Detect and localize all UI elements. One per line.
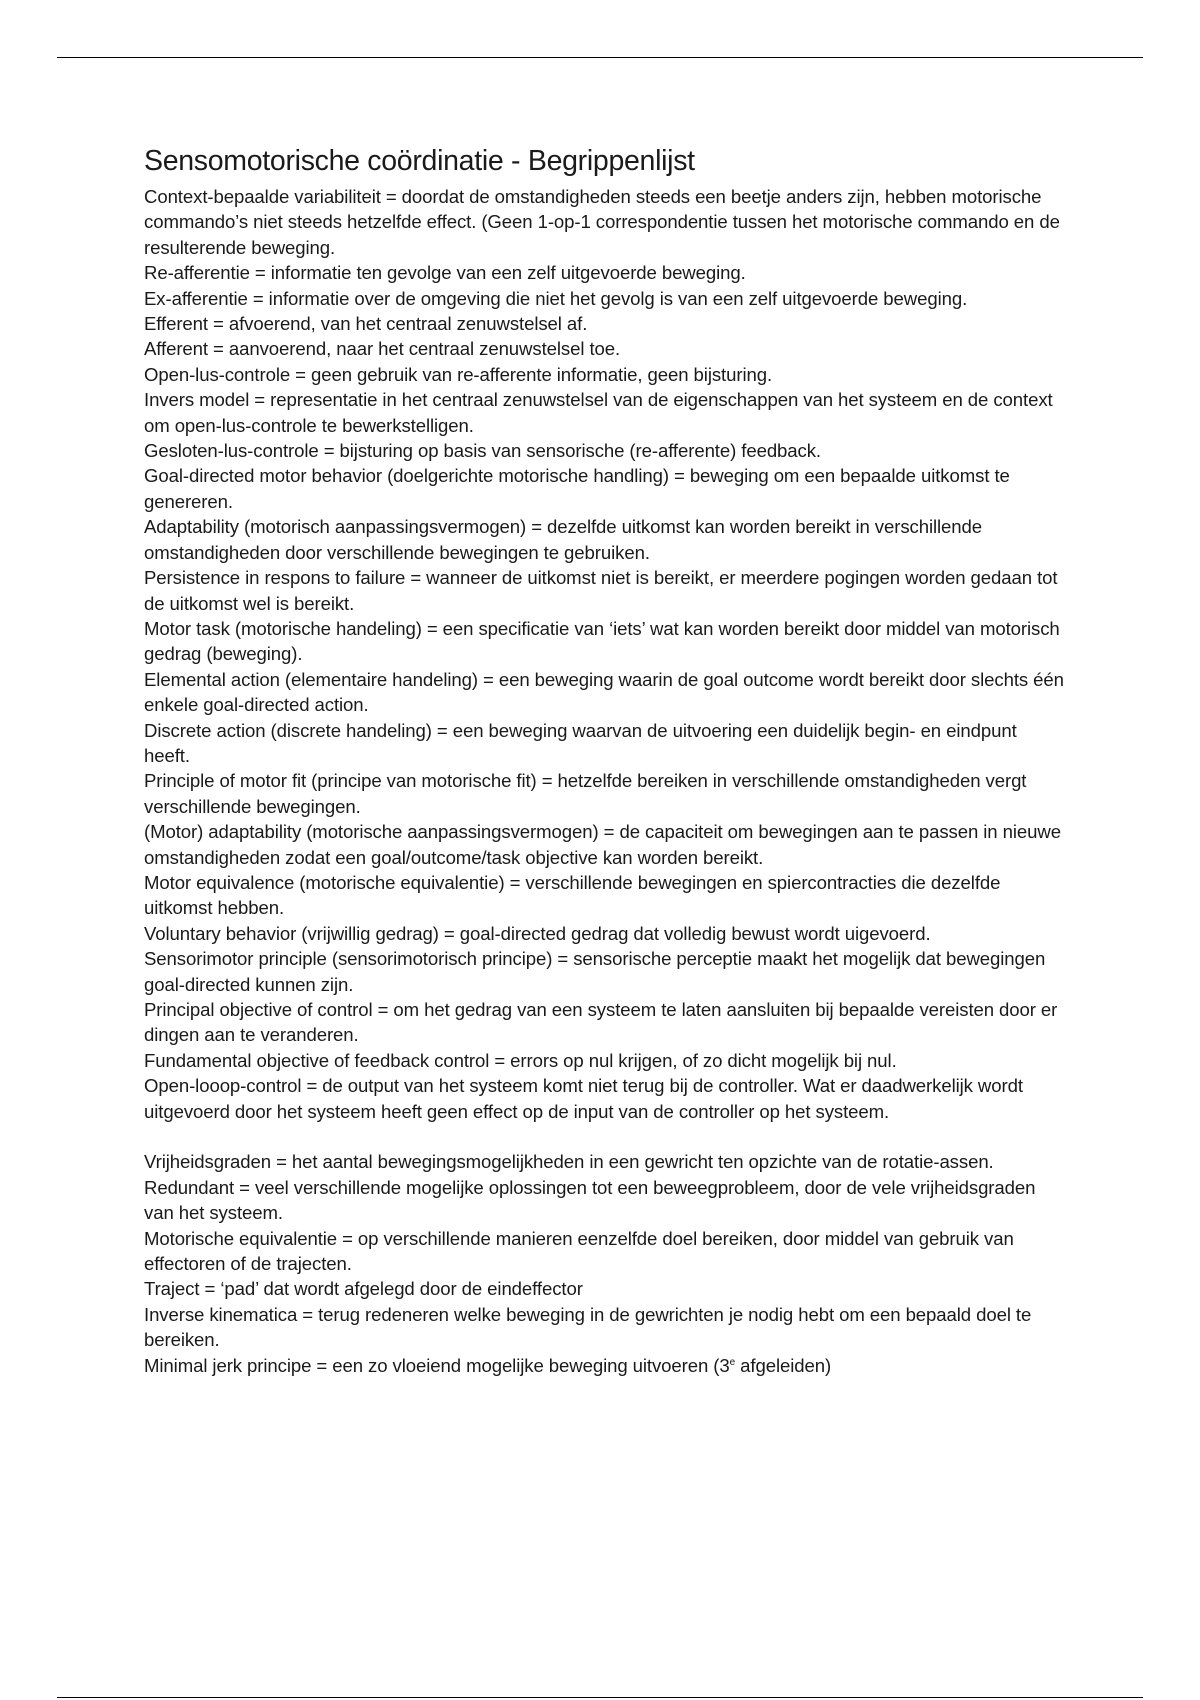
definition-entry: Re-afferentie = informatie ten gevolge van een zelf uitgevoerde beweging. — [144, 262, 746, 284]
definition-entry: Ex-afferentie = informatie over de omgeving die niet het gevolg is van een zelf uitgevoerde beweging. — [144, 287, 968, 309]
definition-entry: Open-lus-controle = geen gebruik van re-afferente informatie, geen bijsturing. — [144, 363, 773, 385]
definition-entry: Motor equivalence (motorische equivalentie) = verschillende bewegingen en spiercontracties die dezelfde uitkomst hebben. — [144, 871, 1001, 919]
document-body — [144, 143, 1064, 1378]
definition-entry: Sensorimotor principle (sensorimotorisch principe) = sensorische perceptie maakt het mogelijk dat bewegingen goal-directed kunnen zijn. — [144, 948, 1046, 995]
definition-entry: Voluntary behavior (vrijwillig gedrag) = goal-directed gedrag dat volledig bewust wordt uigevoerd. — [144, 922, 931, 944]
definition-entry: Invers model = representatie in het centraal zenuwstelsel van de eigenschappen van het systeem en de context om open-lus-controle te bewerkstelligen. — [144, 389, 1053, 436]
definition-entry-minimal-jerk — [144, 1353, 1064, 1378]
definition-text: Minimal jerk principe = een zo vloeiend mogelijke beweging uitvoeren (3 — [144, 1354, 730, 1376]
section-spacer — [144, 1124, 1064, 1149]
definition-entry: Goal-directed motor behavior (doelgerichte motorische handling) = beweging om een bepaalde uitkomst te genereren. — [144, 465, 1010, 512]
definition-entry: Persistence in respons to failure = wanneer de uitkomst niet is bereikt, er meerdere pogingen worden gedaan tot de uitkomst wel is bereikt. — [144, 567, 1058, 614]
definitions-section-2 — [144, 1149, 1064, 1378]
definition-entry: Traject = ‘pad’ dat wordt afgelegd door de eindeffector — [144, 1278, 583, 1300]
definition-entry: Elemental action (elementaire handeling) = een beweging waarin de goal outcome wordt bereikt door slechts één enkele goal-directed action. — [144, 668, 1064, 716]
definition-entry: Motorische equivalentie = op verschillende manieren eenzelfde doel bereiken, door middel van gebruik van effectoren of de trajecten. — [144, 1227, 1014, 1275]
definition-entry: Efferent = afvoerend, van het centraal zenuwstelsel af. — [144, 313, 588, 335]
definition-entry: Open-looop-control = de output van het systeem komt niet terug bij de controller. Wat er daadwerkelijk wordt uitgevoerd door het systeem heeft geen effect op de input van de controller op het systeem. — [144, 1075, 1023, 1122]
definition-entry: (Motor) adaptability (motorische aanpassingsvermogen) = de capaciteit om bewegingen aan te passen in nieuwe omstandigheden zodat een goal/outcome/task objective kan worden bereikt. — [144, 821, 1061, 868]
superscript-text: e — [729, 1356, 736, 1368]
definition-entry: Redundant = veel verschillende mogelijke oplossingen tot een beweegprobleem, door de vele vrijheidsgraden van het systeem. — [144, 1176, 1036, 1224]
header-rule — [57, 57, 1143, 58]
definition-entry: Vrijheidsgraden = het aantal bewegingsmogelijkheden in een gewricht ten opzichte van de rotatie-assen. — [144, 1151, 994, 1173]
definition-entry: Principal objective of control = om het gedrag van een systeem te laten aansluiten bij bepaalde vereisten door er dingen aan te veranderen. — [144, 999, 1058, 1046]
definition-text-end: afgeleiden) — [735, 1354, 832, 1376]
document-title: Sensomotorische coördinatie - Begrippenlijst — [144, 145, 695, 177]
definition-entry: Gesloten-lus-controle = bijsturing op basis van sensorische (re-afferente) feedback. — [144, 440, 822, 462]
definition-entry: Principle of motor fit (principe van motorische fit) = hetzelfde bereiken in verschillende omstandigheden vergt verschillende bewegingen. — [144, 770, 1027, 817]
definition-entry: Afferent = aanvoerend, naar het centraal zenuwstelsel toe. — [144, 338, 621, 360]
definition-entry: Context-bepaalde variabiliteit = doordat de omstandigheden steeds een beetje anders zijn, hebben motorische commando’s niet steeds hetzelfde effect. (Geen 1-op-1 correspondentie tussen het motorische commando en de resulterende beweging. — [144, 186, 1060, 258]
definition-entry: Discrete action (discrete handeling) = een beweging waarvan de uitvoering een duidelijk begin- en eindpunt heeft. — [144, 719, 1017, 766]
definition-entry: Inverse kinematica = terug redeneren welke beweging in de gewrichten je nodig hebt om een bepaald doel te bereiken. — [144, 1303, 1032, 1351]
definition-entry: Motor task (motorische handeling) = een specificatie van ‘iets’ wat kan worden bereikt door middel van motorisch gedrag (beweging). — [144, 617, 1060, 665]
definition-entry: Adaptability (motorisch aanpassingsvermogen) = dezelfde uitkomst kan worden bereikt in verschillende omstandigheden door verschillende bewegingen te gebruiken. — [144, 516, 983, 563]
definition-entry: Fundamental objective of feedback control = errors op nul krijgen, of zo dicht mogelijk bij nul. — [144, 1049, 897, 1071]
footer-rule — [57, 1697, 1143, 1698]
definitions-section-1 — [144, 184, 1064, 1124]
